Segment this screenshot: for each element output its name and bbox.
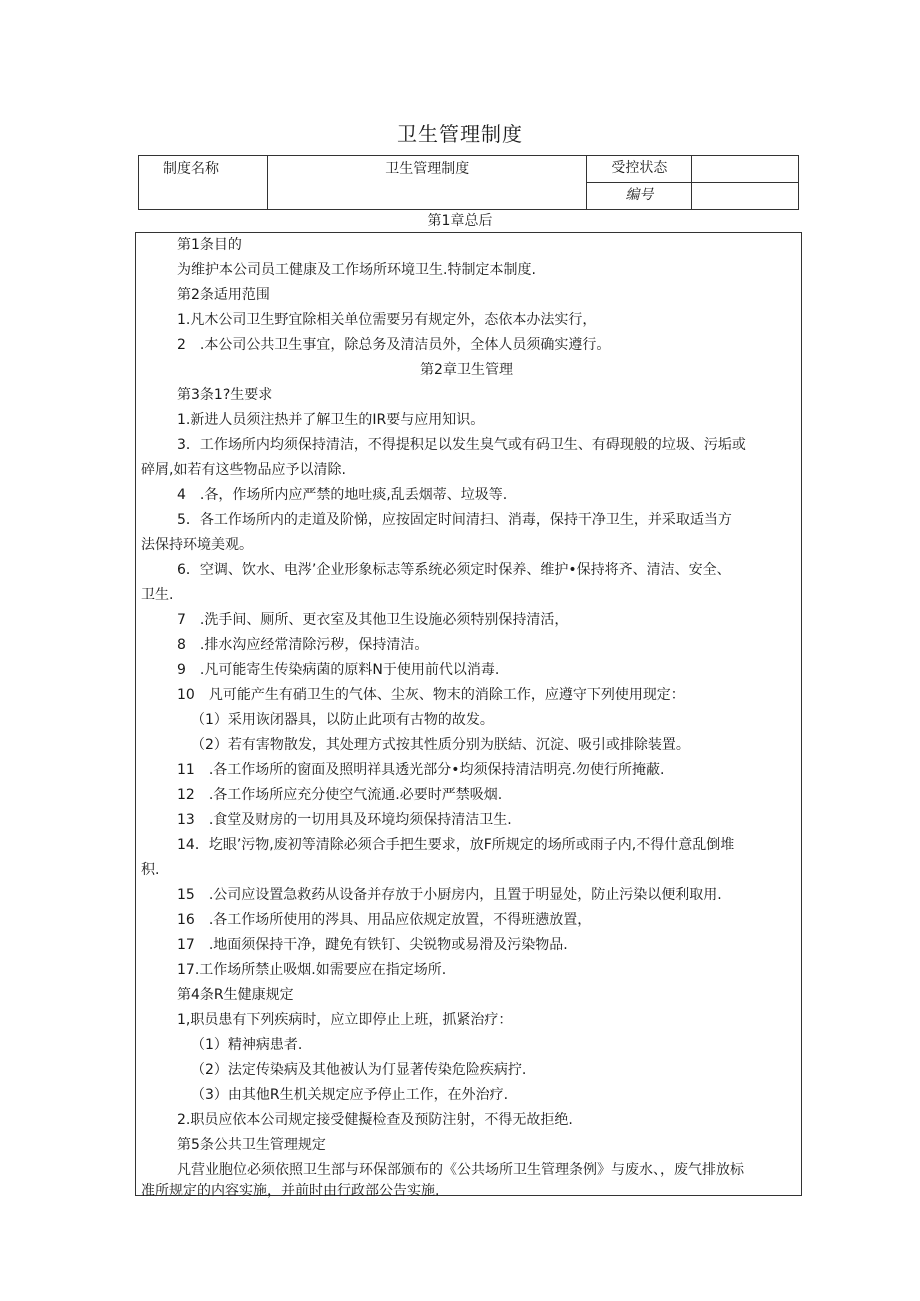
article-3-heading: 第3条1?生要求 xyxy=(177,387,273,403)
article-3-item-6-cont: 卫生. xyxy=(141,587,174,603)
article-3-item-16: 16 .各工作场所使用的涔具、用品应依规定放置，不得班懑放置， xyxy=(177,912,592,928)
regulation-body xyxy=(135,232,802,1199)
article-3-item-10: 10 凡可能产生有硝卫生的气体、尘灰、物末的消除工作，应遵守下列使用现定： xyxy=(177,687,685,703)
article-4-item-2: 2.职员应依本公司规定接受健擬检查及预防注射，不得无故拒绝. xyxy=(177,1112,573,1128)
header-table xyxy=(138,155,799,210)
article-1-text: 为维护本公司员工健康及工作场所环境卫生.特制定本制度. xyxy=(177,262,536,278)
article-4-heading: 第4条R生健康规定 xyxy=(177,987,294,1003)
status-label: 受控状态 xyxy=(587,156,692,183)
article-4-item-1-sub-1: （1）精神病患者. xyxy=(191,1037,303,1053)
name-label: 制度名称 xyxy=(139,156,268,210)
chapter-2-heading: 第2章卫生管理 xyxy=(420,362,513,378)
article-3-item-6: 6．空调、饮水、电涔’企业形象标志等系统必须定时保养、维护•保持将齐、清洁、安全、 xyxy=(177,562,731,578)
number-label: 编号 xyxy=(587,183,692,210)
article-3-item-17b: 17.工作场所禁止吸烟.如需要应在指定场所. xyxy=(177,962,447,978)
name-value: 卫生管理制度 xyxy=(268,156,587,210)
article-3-item-15: 15 .公司应设置急救药从设备并存放于小厨房内，且置于明显处，防止污染以便利取用. xyxy=(177,887,722,903)
article-3-item-8: 8 .排水沟应经常清除污秽，保持清洁。 xyxy=(177,637,429,653)
article-3-item-10-sub-2: （2）若有害物散发，其处理方式按其性质分别为朕結、沉淀、吸引或排除装置。 xyxy=(191,737,690,753)
article-3-item-7: 7 .洗手间、厕所、更衣室及其他卫生设施必须特别保持清活， xyxy=(177,612,569,628)
article-3-item-5-cont: 法保持环境美观。 xyxy=(141,537,253,553)
number-value xyxy=(692,183,799,210)
chapter-1-heading: 第1章总后 xyxy=(427,213,493,229)
article-4-item-1: 1,职员患有下列疾病时，应立即停止上班，抓紧治疗： xyxy=(177,1012,513,1028)
article-3-item-9: 9 .凡可能寄生传染病菌的原料N于使用前代以消毒. xyxy=(177,662,500,678)
status-value xyxy=(692,156,799,183)
article-3-item-11: 11 .各工作场所的窗面及照明祥具透光部分•均须保持清洁明亮.勿使行所掩蔽. xyxy=(177,762,665,778)
article-3-item-3: 3．工作场所内均须保持清洁，不得提积足以发生臭气或有码卫生、有碍现般的垃圾、污垢或 xyxy=(177,437,746,453)
article-2-heading: 第2条适用范围 xyxy=(177,287,270,303)
article-4-item-1-sub-3: （3）由其他R生机关规定应予停止工作，在外治疗. xyxy=(191,1087,509,1103)
article-3-item-1: 1.新进人员须注热并了解卫生的IR要与应用知识。 xyxy=(177,412,485,428)
article-3-item-13: 13 .食堂及财房的一切用具及环境均须保持清洁卫生. xyxy=(177,812,512,828)
article-3-item-3-cont: 碎屑,如若有这些物品应予以清除. xyxy=(141,462,346,478)
article-3-item-14: 14．圪眼’污物,废初等清除必须合手把生要求，放F所规定的场所或雨子内,不得什意乱倒堆 xyxy=(177,837,735,853)
article-1-heading: 第1条目的 xyxy=(177,237,242,253)
article-5-heading: 第5条公共卫生管理规定 xyxy=(177,1137,326,1153)
article-5-text: 凡营业胞位必须依照卫生部与环保部颁布的《公共场所卫生管理条例》与废水、，废气排放标 xyxy=(177,1162,744,1178)
article-3-item-4: 4 .各，作场所内应严禁的地吐痰,乱丢烟蒂、垃圾等. xyxy=(177,487,508,503)
article-3-item-12: 12 .各工作场所应充分使空气流通.必要时严禁吸烟. xyxy=(177,787,503,803)
article-3-item-14-cont: 积. xyxy=(141,862,160,878)
article-3-item-17: 17 .地面须保持干净，踺免有铁钉、尖锐物或易滑及污染物品. xyxy=(177,937,568,953)
article-2-item-2: 2 .本公司公共卫生事宜，除总务及清洁员外，全体人员须确实遵行。 xyxy=(177,337,611,353)
article-2-item-1: 1.凡木公司卫生野宜除相关单位需要另有规定外，态依本办法实行， xyxy=(177,312,597,328)
article-3-item-5: 5．各工作场所内的走道及阶悌，应按固定时间清扫、消毒，保持干净卫生，并采取适当方 xyxy=(177,512,732,528)
article-4-item-1-sub-2: （2）法定传染病及其他被认为仃显著传染危险疾病拧. xyxy=(191,1062,527,1078)
article-3-item-10-sub-1: （1）采用诙闭器具，以防止此项有古物的故发。 xyxy=(191,712,494,728)
article-5-text-cont: 准所规定的内容实施，并前时由行政部公告实施. xyxy=(141,1183,440,1199)
page-title: 卫生管理制度 xyxy=(397,122,523,146)
